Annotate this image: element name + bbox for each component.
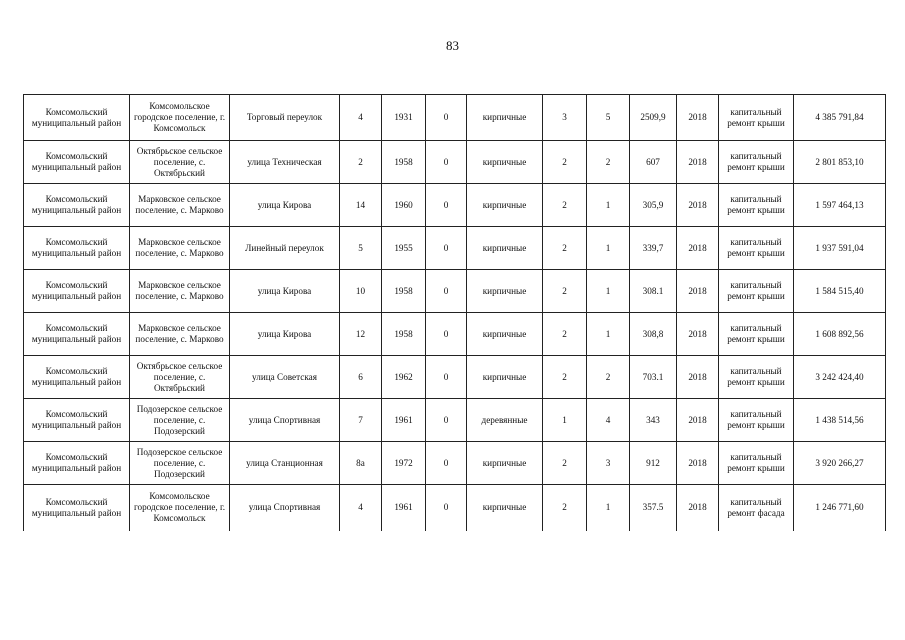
settlement-cell: Подозерское сельское поселение, с. Подозерский (130, 399, 230, 442)
zero-cell: 0 (426, 95, 467, 141)
floors-cell: 2 (543, 184, 587, 227)
cost-cell: 1 937 591,04 (794, 227, 886, 270)
zero-cell: 0 (426, 485, 467, 531)
floors-cell: 2 (543, 227, 587, 270)
area-cell: 912 (630, 442, 677, 485)
floors-cell: 2 (543, 356, 587, 399)
floors-cell: 2 (543, 442, 587, 485)
entrances-cell: 2 (587, 356, 630, 399)
material-cell: кирпичные (467, 356, 543, 399)
housing-repair-table (23, 94, 886, 531)
cost-cell: 1 608 892,56 (794, 313, 886, 356)
work-type-cell: капитальный ремонт фасада (719, 485, 794, 531)
plan-year-cell: 2018 (677, 313, 719, 356)
material-cell: кирпичные (467, 227, 543, 270)
district-cell: Комсомольский муниципальный район (24, 95, 130, 141)
zero-cell: 0 (426, 356, 467, 399)
street-cell: улица Кирова (230, 313, 340, 356)
floors-cell: 2 (543, 141, 587, 184)
district-cell: Комсомольский муниципальный район (24, 313, 130, 356)
settlement-cell: Марковское сельское поселение, с. Марково (130, 313, 230, 356)
entrances-cell: 4 (587, 399, 630, 442)
floors-cell: 2 (543, 313, 587, 356)
year-built-cell: 1955 (382, 227, 426, 270)
street-cell: улица Советская (230, 356, 340, 399)
entrances-cell: 1 (587, 227, 630, 270)
street-cell: Торговый переулок (230, 95, 340, 141)
settlement-cell: Марковское сельское поселение, с. Марково (130, 184, 230, 227)
plan-year-cell: 2018 (677, 270, 719, 313)
material-cell: кирпичные (467, 442, 543, 485)
cost-cell: 3 242 424,40 (794, 356, 886, 399)
entrances-cell: 1 (587, 184, 630, 227)
zero-cell: 0 (426, 141, 467, 184)
year-built-cell: 1960 (382, 184, 426, 227)
district-cell: Комсомольский муниципальный район (24, 141, 130, 184)
settlement-cell: Марковское сельское поселение, с. Марково (130, 270, 230, 313)
table-row (24, 270, 886, 313)
area-cell: 339,7 (630, 227, 677, 270)
floors-cell: 3 (543, 95, 587, 141)
plan-year-cell: 2018 (677, 141, 719, 184)
table-row (24, 485, 886, 531)
house-number-cell: 2 (340, 141, 382, 184)
street-cell: улица Техническая (230, 141, 340, 184)
house-number-cell: 6 (340, 356, 382, 399)
area-cell: 607 (630, 141, 677, 184)
year-built-cell: 1958 (382, 313, 426, 356)
zero-cell: 0 (426, 442, 467, 485)
work-type-cell: капитальный ремонт крыши (719, 270, 794, 313)
entrances-cell: 1 (587, 313, 630, 356)
settlement-cell: Комсомольское городское поселение, г. Комсомольск (130, 95, 230, 141)
work-type-cell: капитальный ремонт крыши (719, 184, 794, 227)
plan-year-cell: 2018 (677, 227, 719, 270)
zero-cell: 0 (426, 313, 467, 356)
cost-cell: 4 385 791,84 (794, 95, 886, 141)
zero-cell: 0 (426, 227, 467, 270)
house-number-cell: 7 (340, 399, 382, 442)
district-cell: Комсомольский муниципальный район (24, 270, 130, 313)
street-cell: улица Спортивная (230, 399, 340, 442)
year-built-cell: 1958 (382, 141, 426, 184)
cost-cell: 1 438 514,56 (794, 399, 886, 442)
cost-cell: 1 584 515,40 (794, 270, 886, 313)
table-row (24, 442, 886, 485)
year-built-cell: 1958 (382, 270, 426, 313)
year-built-cell: 1962 (382, 356, 426, 399)
zero-cell: 0 (426, 399, 467, 442)
settlement-cell: Комсомольское городское поселение, г. Комсомольск (130, 485, 230, 531)
entrances-cell: 3 (587, 442, 630, 485)
zero-cell: 0 (426, 184, 467, 227)
area-cell: 2509,9 (630, 95, 677, 141)
table-row (24, 399, 886, 442)
entrances-cell: 1 (587, 485, 630, 531)
entrances-cell: 5 (587, 95, 630, 141)
area-cell: 308,8 (630, 313, 677, 356)
area-cell: 308.1 (630, 270, 677, 313)
floors-cell: 1 (543, 399, 587, 442)
house-number-cell: 12 (340, 313, 382, 356)
work-type-cell: капитальный ремонт крыши (719, 399, 794, 442)
entrances-cell: 2 (587, 141, 630, 184)
district-cell: Комсомольский муниципальный район (24, 442, 130, 485)
entrances-cell: 1 (587, 270, 630, 313)
work-type-cell: капитальный ремонт крыши (719, 141, 794, 184)
house-number-cell: 8а (340, 442, 382, 485)
plan-year-cell: 2018 (677, 442, 719, 485)
cost-cell: 3 920 266,27 (794, 442, 886, 485)
district-cell: Комсомольский муниципальный район (24, 485, 130, 531)
page-number: 83 (446, 38, 459, 53)
floors-cell: 2 (543, 485, 587, 531)
settlement-cell: Марковское сельское поселение, с. Марково (130, 227, 230, 270)
year-built-cell: 1931 (382, 95, 426, 141)
street-cell: улица Станционная (230, 442, 340, 485)
settlement-cell: Октябрьское сельское поселение, с. Октябрьский (130, 141, 230, 184)
plan-year-cell: 2018 (677, 399, 719, 442)
plan-year-cell: 2018 (677, 485, 719, 531)
house-number-cell: 4 (340, 95, 382, 141)
district-cell: Комсомольский муниципальный район (24, 184, 130, 227)
table-row (24, 141, 886, 184)
table-row (24, 313, 886, 356)
work-type-cell: капитальный ремонт крыши (719, 95, 794, 141)
house-number-cell: 5 (340, 227, 382, 270)
street-cell: улица Кирова (230, 270, 340, 313)
house-number-cell: 14 (340, 184, 382, 227)
plan-year-cell: 2018 (677, 356, 719, 399)
district-cell: Комсомольский муниципальный район (24, 227, 130, 270)
year-built-cell: 1961 (382, 485, 426, 531)
cost-cell: 1 246 771,60 (794, 485, 886, 531)
work-type-cell: капитальный ремонт крыши (719, 356, 794, 399)
street-cell: Линейный переулок (230, 227, 340, 270)
settlement-cell: Октябрьское сельское поселение, с. Октябрьский (130, 356, 230, 399)
material-cell: кирпичные (467, 313, 543, 356)
cost-cell: 1 597 464,13 (794, 184, 886, 227)
district-cell: Комсомольский муниципальный район (24, 399, 130, 442)
year-built-cell: 1961 (382, 399, 426, 442)
settlement-cell: Подозерское сельское поселение, с. Подозерский (130, 442, 230, 485)
plan-year-cell: 2018 (677, 95, 719, 141)
material-cell: кирпичные (467, 141, 543, 184)
work-type-cell: капитальный ремонт крыши (719, 313, 794, 356)
house-number-cell: 4 (340, 485, 382, 531)
street-cell: улица Спортивная (230, 485, 340, 531)
table-row (24, 95, 886, 141)
work-type-cell: капитальный ремонт крыши (719, 227, 794, 270)
plan-year-cell: 2018 (677, 184, 719, 227)
material-cell: кирпичные (467, 95, 543, 141)
table-row (24, 356, 886, 399)
material-cell: кирпичные (467, 184, 543, 227)
area-cell: 343 (630, 399, 677, 442)
work-type-cell: капитальный ремонт крыши (719, 442, 794, 485)
area-cell: 305,9 (630, 184, 677, 227)
street-cell: улица Кирова (230, 184, 340, 227)
floors-cell: 2 (543, 270, 587, 313)
area-cell: 357.5 (630, 485, 677, 531)
house-number-cell: 10 (340, 270, 382, 313)
area-cell: 703.1 (630, 356, 677, 399)
table-row (24, 227, 886, 270)
year-built-cell: 1972 (382, 442, 426, 485)
zero-cell: 0 (426, 270, 467, 313)
material-cell: кирпичные (467, 270, 543, 313)
material-cell: кирпичные (467, 485, 543, 531)
material-cell: деревянные (467, 399, 543, 442)
table-row (24, 184, 886, 227)
district-cell: Комсомольский муниципальный район (24, 356, 130, 399)
cost-cell: 2 801 853,10 (794, 141, 886, 184)
